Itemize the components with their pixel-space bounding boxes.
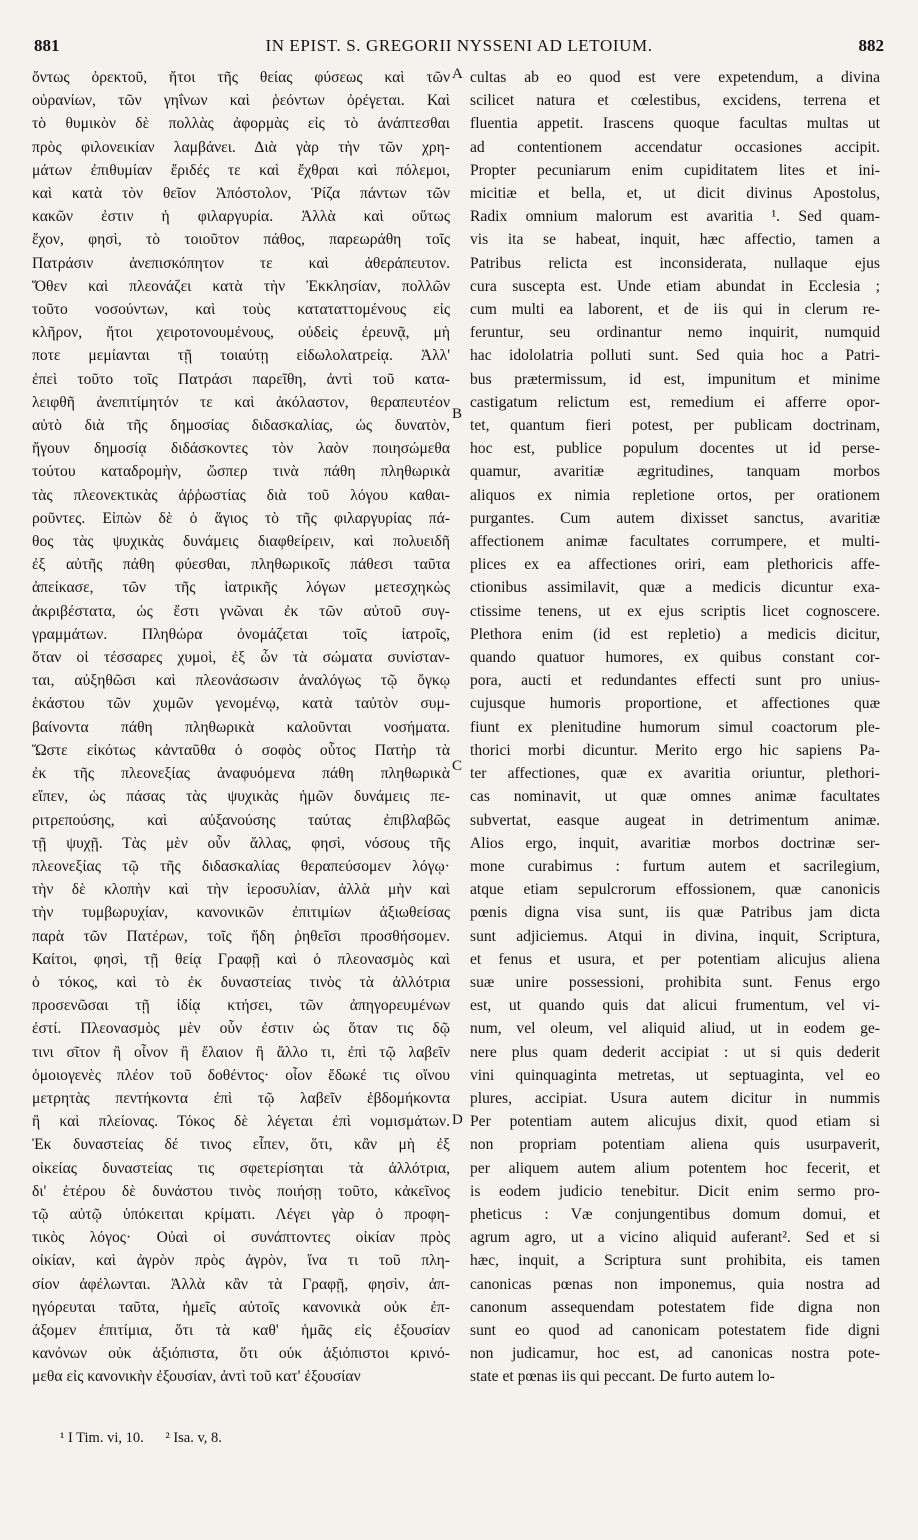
greek-text-line: αὐτὸ διὰ τῆς δημοσίας διδασκαλίας, ὡς δυνατὸν, [32,417,450,435]
latin-text-line: quamur, avaritiæ ægritudines, tanquam morbos [470,463,880,481]
greek-text-line: ἤγουν δημοσίᾳ διδάσκοντες τὸν λαὸν ποιησώμεθα [32,440,450,458]
greek-text-line: ροῦντες. Εἰπὼν δὲ ὁ ἅγιος τὸ τῆς φιλαργυρίας πά- [32,509,450,527]
greek-text-line: δι' ἑτέρου δὲ δυνάστου τινὸς ποιήσῃ τοῦτο, κἀκεῖνος [32,1182,450,1200]
greek-text-line: άξομεν ἐπιτίμια, ὅτι τὰ καθ' ἡμᾶς εἰς ἐξουσίαν [32,1321,450,1339]
greek-text-line: τούτου καταδρομὴν, ὥσπερ τινὰ πάθη πληθωρικὰ [32,463,450,481]
greek-text-line: ται, αὐξηθῶσι καὶ πλεονάσωσιν ἀναλόγως τῷ ὄγκῳ [32,672,450,690]
latin-text-line: pora, aucti et redundantes effecti sunt pro unius- [470,672,880,690]
page-number-left: 881 [34,36,60,55]
running-header [34,36,884,62]
latin-text-line: vis ita se habeat, inquit, hæc affectio, tamen a [470,231,880,249]
latin-text-line: hac idololatria polluti sunt. Sed quia hoc a Patri- [470,347,880,365]
greek-text-line: ποτε μεμίανται τῇ τοιαύτῃ εἰδωλολατρείᾳ. Ἀλλ' [32,347,450,365]
greek-text-line: πλεονεξίας τῷ τῆς διδασκαλίας θεραπεύσομεν λόγῳ· [32,857,450,875]
greek-text-line: ὅταν οἱ τέσσαρες χυμοὶ, ἐξ ὧν τὰ σώματα συνίσταν- [32,649,450,667]
margin-marker-c: C [452,758,463,774]
latin-text-line: plices ex ea affectiones oriri, eam plethoricis affe- [470,556,880,574]
latin-text-line: scilicet natura et cœlestibus, excidens, terrena et [470,92,880,110]
latin-text-line: quando quatuor humores, ex quibus constant cor- [470,649,880,667]
latin-text-line: hoc est, publice populum docentes ut id perse- [470,440,880,458]
greek-text-line: παρὰ τῶν Πατέρων, τοῖς ἤδη ῥηθεῖσι προσθήσομεν. [32,927,450,945]
latin-text-line: canonum assequendam potestatem fide digna non [470,1298,880,1316]
greek-text-line: πρὸς φιλονεικίαν λαμβάνει. Διὰ γὰρ τὴν τῶν χρη- [32,138,450,156]
latin-text-line: ctionibus assimilavit, quæ a medicis dicuntur exa- [470,579,880,597]
latin-text-line: atque etiam sepulcrorum effossionem, quæ canonicis [470,881,880,899]
latin-text-line: bus prætermissum, id est, impunitum et minime [470,370,880,388]
greek-text-line: ἀπείκασε, τῶν τῆς ἰατρικῆς λόγων μετεσχηκὼς [32,579,450,597]
latin-text-line: purgantes. Cum autem dixisset sanctus, avaritiæ [470,509,880,527]
greek-text-line: λειφθῆ ἀνεπιτίμητόν τε καὶ ἀκόλαστον, θεραπευτέον [32,393,450,411]
running-title: IN EPIST. S. GREGORII NYSSENI AD LETOIUM. [265,36,653,55]
latin-text-line: est, ut quando quis dat alicui frumentum, vel vi- [470,997,880,1015]
latin-text-line: Propter pecuniarum enim cupiditatem lites et ini- [470,161,880,179]
latin-text-line: suæ unire possessioni, prohibita sunt. Fenus ergo [470,973,880,991]
latin-text-line: nere plus quam dederit accipiat : ut si quis dederit [470,1043,880,1061]
greek-text-line: ὄντως ὀρεκτοῦ, ἤτοι τῆς θείας φύσεως καὶ τῶν [32,69,450,86]
greek-text-line: γραμμάτων. Πληθώρα ὀνομάζεται τοῖς ἰατροῖς, [32,625,450,643]
greek-text-line: μεθα εἰς κανονικὴν ἐξουσίαν, ἀντὶ τοῦ κατ' ἐξουσίαν [32,1368,361,1386]
greek-text-line: κανόνων οὐκ ἀξιόπιστα, ὅτι οὐκ ἀξιόπιστοι κρινό- [32,1345,450,1363]
greek-text-line: ἑκάστου τῶν χυμῶν γενομένῳ, κατὰ ταὐτὸν συμ- [32,695,450,713]
greek-text-line: ἐκ τῆς πλεονεξίας ἀναφυόμενα πάθη πληθωρικὰ [32,765,450,783]
latin-text-line: vini quinquaginta metretas, ut septuaginta, vel eo [470,1066,880,1084]
greek-text-line: τὰς πλεονεκτικὰς ἀῤῥωστίας διὰ τοῦ λόγου καθαι- [32,486,450,504]
latin-text-line: cum multi ea laborent, et de iis qui in clerum re- [470,301,880,319]
latin-text-line: affectionem animæ facultates corrumpere, et multi- [470,533,880,551]
greek-text-line: τὴν δὲ κλοπὴν καὶ τὴν ἱεροσυλίαν, ἀλλὰ μὴν καὶ [32,881,450,899]
latin-text-line: non propriam potentiam aliena quis usurpaverit, [470,1136,880,1154]
latin-text-line: hæc, inquit, a Scriptura sunt prohibita, eis tamen [470,1252,880,1270]
greek-text-line: τῷ αὐτῷ ὑπόκειται κρίματι. Λέγει γὰρ ὁ προφη- [32,1205,450,1223]
greek-text-line: Πατράσιν ἀνεπισκόπητον τε καὶ ἀθεράπευτον. [32,254,450,272]
margin-marker-b: B [452,406,463,422]
latin-text-line: cujusque humoris proportione, et affectiones quæ [470,695,880,713]
latin-text-line: ter affectiones, quæ ex avaritia oriuntur, plethori- [470,765,880,783]
latin-text-line: cura suscepta est. Unde etiam abundat in Ecclesia ; [470,277,880,295]
greek-text-line: ἐπεὶ τοῦτο τοῖς Πατράσι παρεῖθη, ἀντὶ τοῦ κατα- [32,370,450,388]
latin-text-line: num, vel oleum, vel aliquid aliud, ut in eodem ge- [470,1020,880,1038]
latin-text-line: aliquos ex nimia repletione ortos, per orationem [470,486,880,504]
greek-text-line: θος τὰς ψυχικὰς δυνάμεις διαφθείρειν, καὶ πολυειδῆ [32,533,450,551]
greek-text-line: Ὅθεν καὶ πλεονάζει κατὰ τὴν Ἐκκλησίαν, πολλῶν [32,277,450,295]
latin-text-line: state et pœnas iis qui peccant. De furto autem lo- [470,1368,775,1386]
greek-text-line: οἰκίαν, καὶ ἀγρὸν πρὸς ἀγρὸν, ἵνα τι τοῦ πλη- [32,1252,450,1270]
greek-text-line: ἢ καὶ πλείονας. Τόκος δὲ λέγεται ἐπὶ νομισμάτων. [32,1113,450,1131]
greek-text-line: Ὥστε εἰκότως κἀνταῦθα ὁ σοφὸς οὗτος Πατὴρ τὰ [32,741,450,759]
greek-text-line: Ἐκ δυναστείας δέ τινος εἶπεν, ὅτι, κἂν μὴ ἐξ [32,1136,450,1154]
latin-text-line: feruntur, seu ordinantur nemo inquirit, numquid [470,324,880,342]
greek-text-line: ριτρεπούσης, καὶ αὐξανούσης ταύτας ἐπιβλαβῶς [32,811,450,829]
page-number-right: 882 [858,36,884,55]
latin-text-line: non judicamur, hoc est, ad canonicas nostra pote- [470,1345,880,1363]
greek-text-line: ἐστί. Πλεονασμὸς μὲν οὖν ἐστιν ὡς ὅταν τις δῷ [32,1020,450,1038]
latin-text-line: fluentia appetit. Irascens quoque facultas multas ut [470,115,880,133]
greek-text-line: προσενῶσαι τῇ ἰδίᾳ κτήσει, τῶν ἀπηγορευμένων [32,997,450,1015]
latin-text-line: cultas ab eo quod est vere expetendum, a divina [470,69,880,86]
latin-text-line: sunt adjiciemus. Atqui in divina, inquit, Scriptura, [470,927,880,945]
latin-text-column [470,66,880,1389]
latin-text-line: thorici morbi dicuntur. Merito ergo hic sapiens Pa- [470,741,880,759]
greek-text-line: τινι σῖτον ἢ οἶνον ἢ ἔλαιον ἢ ἄλλο τι, ἐπὶ τῷ λαβεῖν [32,1043,450,1061]
latin-text-line: canonicas pœnas non imponemus, quia nostra ad [470,1275,880,1293]
latin-text-line: pœnis digna visa sunt, iis quæ Patribus jam dicta [470,904,880,922]
greek-text-line: τικὸς λόγος· Οὐαὶ οἱ συνάπτοντες οἰκίαν πρὸς [32,1229,450,1247]
latin-text-line: micitiæ et bella, et, ut dicit divinus Apostolus, [470,185,880,203]
latin-text-line: sunt eo quod ad canonicam potestatem fide digni [470,1321,880,1339]
greek-text-line: ὁ τόκος, καὶ τὸ ἐκ δυναστείας τινὸς τὰ ἀλλότρια [32,973,450,991]
greek-text-line: τῇ ψυχῇ. Τὰς μὲν οὖν ἄλλας, φησὶ, νόσους τῆς [32,834,450,852]
greek-text-line: μετρητὰς πεντήκοντα ἐπὶ τῷ λαβεῖν ἑβδομήκοντα [32,1089,450,1107]
latin-text-line: Per potentiam autem alicujus dixit, quod etiam si [470,1113,880,1131]
latin-text-line: is eodem judicio tenebitur. Dicit enim sermo pro- [470,1182,880,1200]
greek-text-line: καὶ κατὰ τὸν θεῖον Ἀπόστολον, Ῥίζα πάντων τῶν [32,185,450,203]
latin-text-line: Radix omnium malorum est avaritia ¹. Sed quam- [470,208,880,226]
greek-text-line: ἐξ αὐτῆς πάθη φύεσθαι, πληθωρικοῖς πάθεσι ταῦτα [32,556,450,574]
greek-text-line: ἔχον, φησὶ, τὸ τοιοῦτον πάθος, παρεωράθη τοῖς [32,231,450,249]
greek-text-line: τὸ θυμικὸν δὲ πολλὰς ἀφορμὰς εἰς τὸ ἀνάπτεσθαι [32,115,450,133]
latin-text-line: agrum agro, ut a vicino aliquid auferant². Sed et si [470,1229,880,1247]
margin-marker-a: A [452,66,463,82]
greek-text-line: ὁμοιογενὲς πλέον τοῦ δοθέντος· οἷον ἔδωκέ τις οἴνου [32,1066,450,1084]
latin-text-line: ad contentionem accendatur occasiones accipit. [470,138,880,156]
greek-text-line: μάτων ἐπιθυμίαν ἔριδές τε καὶ ἔχθραι καὶ πόλεμοι, [32,161,450,179]
greek-text-line: τοῦτο νοσούντων, καὶ τοὺς καταταττομένους εἰς [32,301,450,319]
greek-text-line: ηγόρευται ταῦτα, ἡμεῖς αὐτοῖς κανονικὰ οὐκ ἐπ- [32,1298,450,1316]
greek-text-line: οὐρανίων, τῶν γηΐνων καὶ ῥεόντων ὀρέγεται. Καὶ [32,92,450,110]
latin-text-line: Plethora enim (id est repletio) a medicis dicitur, [470,625,880,643]
greek-text-line: σίον ἀφέλωνται. Ἀλλὰ κἂν τὰ Γραφῇ, φησὶν, ἀπ- [32,1275,450,1293]
latin-text-line: subvertat, easque augeat in detrimentum animæ. [470,811,880,829]
latin-text-line: per aliquem autem alium potentem hoc fecerit, et [470,1159,880,1177]
latin-text-line: Alios ergo, inquit, avaritiæ morbos doctrinæ ser- [470,834,880,852]
latin-text-line: ctissime tenens, ut ex ejus scriptis licet cognoscere. [470,602,880,620]
latin-text-line: plures, accipiat. Usura autem dicitur in nummis [470,1089,880,1107]
greek-text-line: κακῶν ἐστιν ἡ φιλαργυρία. Ἀλλὰ καὶ οὕτως [32,208,450,226]
latin-text-line: tet, quantum fieri potest, per publicam doctrinam, [470,417,880,435]
greek-text-line: Καίτοι, φησὶ, τῇ θείᾳ Γραφῇ καὶ ὁ πλεονασμὸς καὶ [32,950,450,968]
footnote-2: ² Isa. v, 8. [165,1430,222,1446]
margin-marker-d: D [452,1112,463,1128]
greek-text-line: ἀκριβέστατα, ὡς ἔστι γνῶναι ἐκ τῶν αὐτοῦ συγ- [32,602,450,620]
latin-text-line: pheticus : Væ conjungentibus domum domui, et [470,1205,880,1223]
greek-text-line: εἴπεν, ὡς πάσας τὰς ψυχικὰς ἡμῶν δυνάμεις πε- [32,788,450,806]
greek-text-column [32,66,450,1389]
latin-text-line: Patribus relicta est inconsiderata, nullaque ejus [470,254,880,272]
greek-text-line: τὴν τυμβωρυχίαν, κανονικῶν ἐπιτιμίων ἀξιωθείσας [32,904,450,922]
latin-text-line: et fenus et usura, et per potentiam alicujus aliena [470,950,880,968]
greek-text-line: βαίνοντα πάθη πληθωρικὰ καλοῦνται νοσήματα. [32,718,450,736]
greek-text-line: κλῆρον, ἤτοι χειροτονουμένους, οὐδεὶς ἐρευνᾷ, μὴ [32,324,450,342]
latin-text-line: mone curabimus : furtum autem et sacrilegium, [470,857,880,875]
footnote-1: ¹ I Tim. vi, 10. [60,1430,144,1446]
latin-text-line: cas nominavit, ut quæ omnes animæ facultates [470,788,880,806]
footnotes [60,1430,240,1447]
latin-text-line: fiunt ex plenitudine humorum simul coactorum ple- [470,718,880,736]
latin-text-line: castigatum relictum est, remedium ei afferre opor- [470,393,880,411]
greek-text-line: οἰκείας δυναστείας τις σφετερίσηται τὰ ἀλλότρια, [32,1159,450,1177]
